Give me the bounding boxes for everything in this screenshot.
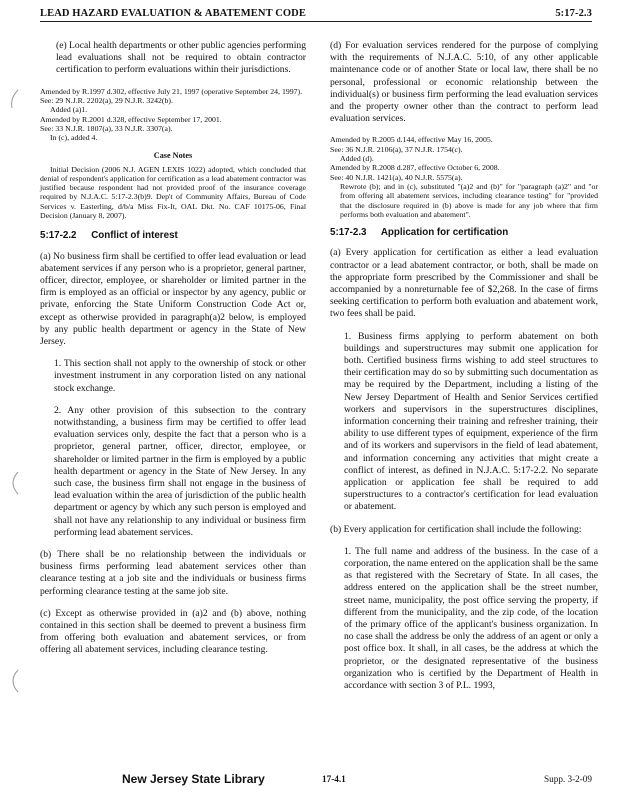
paragraph-b1: 1. The full name and address of the business. In the case of a corporation, the name entered on the application shall be the same as that registered with the Secretary of State. In all cases, the address entered on the application shall be the street number, street name, municipality, the post office serving the property, if different from the municipality, and the zip code, of the location of the primary office of the applicant's business organization. In no case shall the address be only the address of an agent or only a post office box. It shall, in all cases, be the address at which the proprietor, or the designated representative of the business organization who is certified by the Department of Health in accordance with section 3 of P.L. 1993,	[344, 545, 598, 691]
history-note: See: 29 N.J.R. 2202(a), 29 N.J.R. 3242(b).	[40, 95, 173, 105]
paragraph-a1: 1. Business firms applying to perform abatement on both buildings and superstructures may submit one application for both. Certified business firms wishing to add steel structures to their certification may do so by submitting such documentation as may be required by the Department, including a listing of the New Jersey Department of Health and Senior Services certified workers and supervisors in the superstructures disciplines, information concerning their training and refresher training, their ability to use different types of equipment, experience of the firm and of its workers and supervisors in the field of lead abatement, and information concerning any activities that might create a conflict of interest, as defined in N.J.A.C. 5:17-2.2. No separate application or application fee shall be required to add superstructures to a contractor's certification for lead evaluation or abatement.	[344, 330, 598, 513]
case-notes-text: Initial Decision (2006 N.J. AGEN LEXIS 1022) adopted, which concluded that denial of respondent's application for certification as a lead abatement contractor was justified because respondent had not provided proof of the insurance coverage required by N.J.A.C. 5:17-2.3(b)9. Dep't of Community Affairs, Bureau of Code Services v. Easterling, d/b/a Miss Fix-It, OAL Dkt. No. CAF 10175-06, Final Decision (January 8, 2007).	[40, 164, 306, 221]
binding-hole-mark	[6, 88, 20, 114]
history-note: See: 40 N.J.R. 1421(a), 40 N.J.R. 5575(a).	[330, 172, 463, 182]
running-title: LEAD HAZARD EVALUATION & ABATEMENT CODE	[40, 8, 306, 19]
paragraph-a: (a) No business firm shall be certified to offer lead evaluation or lead abatement services if any person who is a proprietor, general partner, officer, director, employee, or shareholder or limited partner in the firm is employed as an official or inspector by any agency, public or private, enforcing the State Uniform Construction Code Act or, except as otherwise provided in paragraph(a)2 below, is employed by any public health department or agency in the State of New Jersey.	[40, 250, 306, 347]
paragraph-a2: 2. Any other provision of this subsection to the contrary notwithstanding, a business firm may be certified to offer lead evaluation services only, despite the fact that a person who is a proprietor, general partner, officer, director, employee, or shareholder or limited partner in the firm is employed by a public health department or agency in the State of New Jersey. In any such case, the business firm shall not engage in the business of lead evaluation within the area of jurisdiction of the public health department or agency by which any such person is employed and shall not have any relationship to any individual or business firm performing lead abatement services.	[54, 404, 306, 538]
supplement-date: Supp. 3-2-09	[544, 774, 592, 784]
section-title: Conflict of interest	[91, 230, 178, 242]
right-column	[330, 40, 598, 702]
history-note: Added (a)1.	[50, 105, 88, 115]
history-note: In (c), added 4.	[50, 133, 98, 143]
page-header	[40, 8, 592, 22]
section-title: Application for certification	[380, 227, 509, 239]
paragraph-a1: 1. This section shall not apply to the ownership of stock or other investment instrument in any corporation listed on any national stock exchange.	[54, 358, 306, 394]
history-note: Amended by R.2005 d.144, effective May 16, 2005.	[330, 135, 493, 145]
binding-hole-mark	[6, 470, 20, 496]
history-notes	[40, 87, 306, 143]
history-note: Amended by R.2008 d.287, effective October 6, 2008.	[330, 163, 500, 173]
page-number: 17-4.1	[322, 774, 346, 784]
history-notes	[330, 135, 598, 219]
paragraph-b: (b) There shall be no relationship between the individuals or business firms performing lead abatement services other than clearance testing at a job site and the individuals or business firms performing clearance testing at the same job site.	[40, 549, 306, 597]
section-heading-2-3	[330, 227, 598, 239]
left-column	[40, 40, 306, 667]
section-range: 5:17-2.3	[555, 8, 592, 19]
history-note: Rewrote (b); and in (c), substituted "(a)2 and (b)" for "paragraph (a)2" and "or from offering all abatement services, including clearance testing" for "provided that the disclosure required in (b) above is made for any job where that firm performs both evaluation and abatement".	[340, 181, 598, 219]
history-note: See: 36 N.J.R. 2106(a), 37 N.J.R. 1754(c).	[330, 144, 463, 154]
library-stamp: New Jersey State Library	[122, 772, 265, 786]
history-note: Added (d).	[340, 154, 374, 164]
section-heading-2-2	[40, 230, 306, 242]
paragraph-e: (e) Local health departments or other public agencies performing lead evaluations shall not be required to obtain contractor certification to perform evaluations within their jurisdictions.	[56, 40, 306, 76]
paragraph-d: (d) For evaluation services rendered for the purpose of complying with the requirements of N.J.A.C. 5:10, of any other applicable maintenance code or of another State or local law, there shall be no personal, professional or economic relationship between the individual(s) or business firm performing the lead evaluation services and the property owner other than the contract to perform lead evaluation services.	[330, 40, 598, 125]
history-note: Amended by R.2001 d.328, effective September 17, 2001.	[40, 114, 222, 124]
history-note: Amended by R.1997 d.302, effective July 21, 1997 (operative September 24, 1997).	[40, 86, 303, 96]
paragraph-c: (c) Except as otherwise provided in (a)2 and (b) above, nothing contained in this section shall be deemed to prevent a business firm from offering both evaluation and abatement services, or from offering all abatement services, including clearance testing.	[40, 607, 306, 656]
section-number: 5:17-2.2	[40, 230, 77, 242]
binding-hole-mark	[6, 668, 20, 694]
section-number: 5:17-2.3	[330, 227, 367, 239]
history-note: See: 33 N.J.R. 1807(a), 33 N.J.R. 3307(a).	[40, 123, 173, 133]
case-notes-heading: Case Notes	[153, 151, 193, 161]
paragraph-a: (a) Every application for certification as either a lead evaluation contractor or a lead abatement contractor, or both, shall be made on the appropriate form prescribed by the Commissioner and shall be accompanied by a nonreturnable fee of $2,268. In the case of firms seeking certification to perform both evaluation and abatement work, two fees shall be paid.	[330, 247, 598, 320]
paragraph-b: (b) Every application for certification shall include the following:	[330, 523, 582, 535]
